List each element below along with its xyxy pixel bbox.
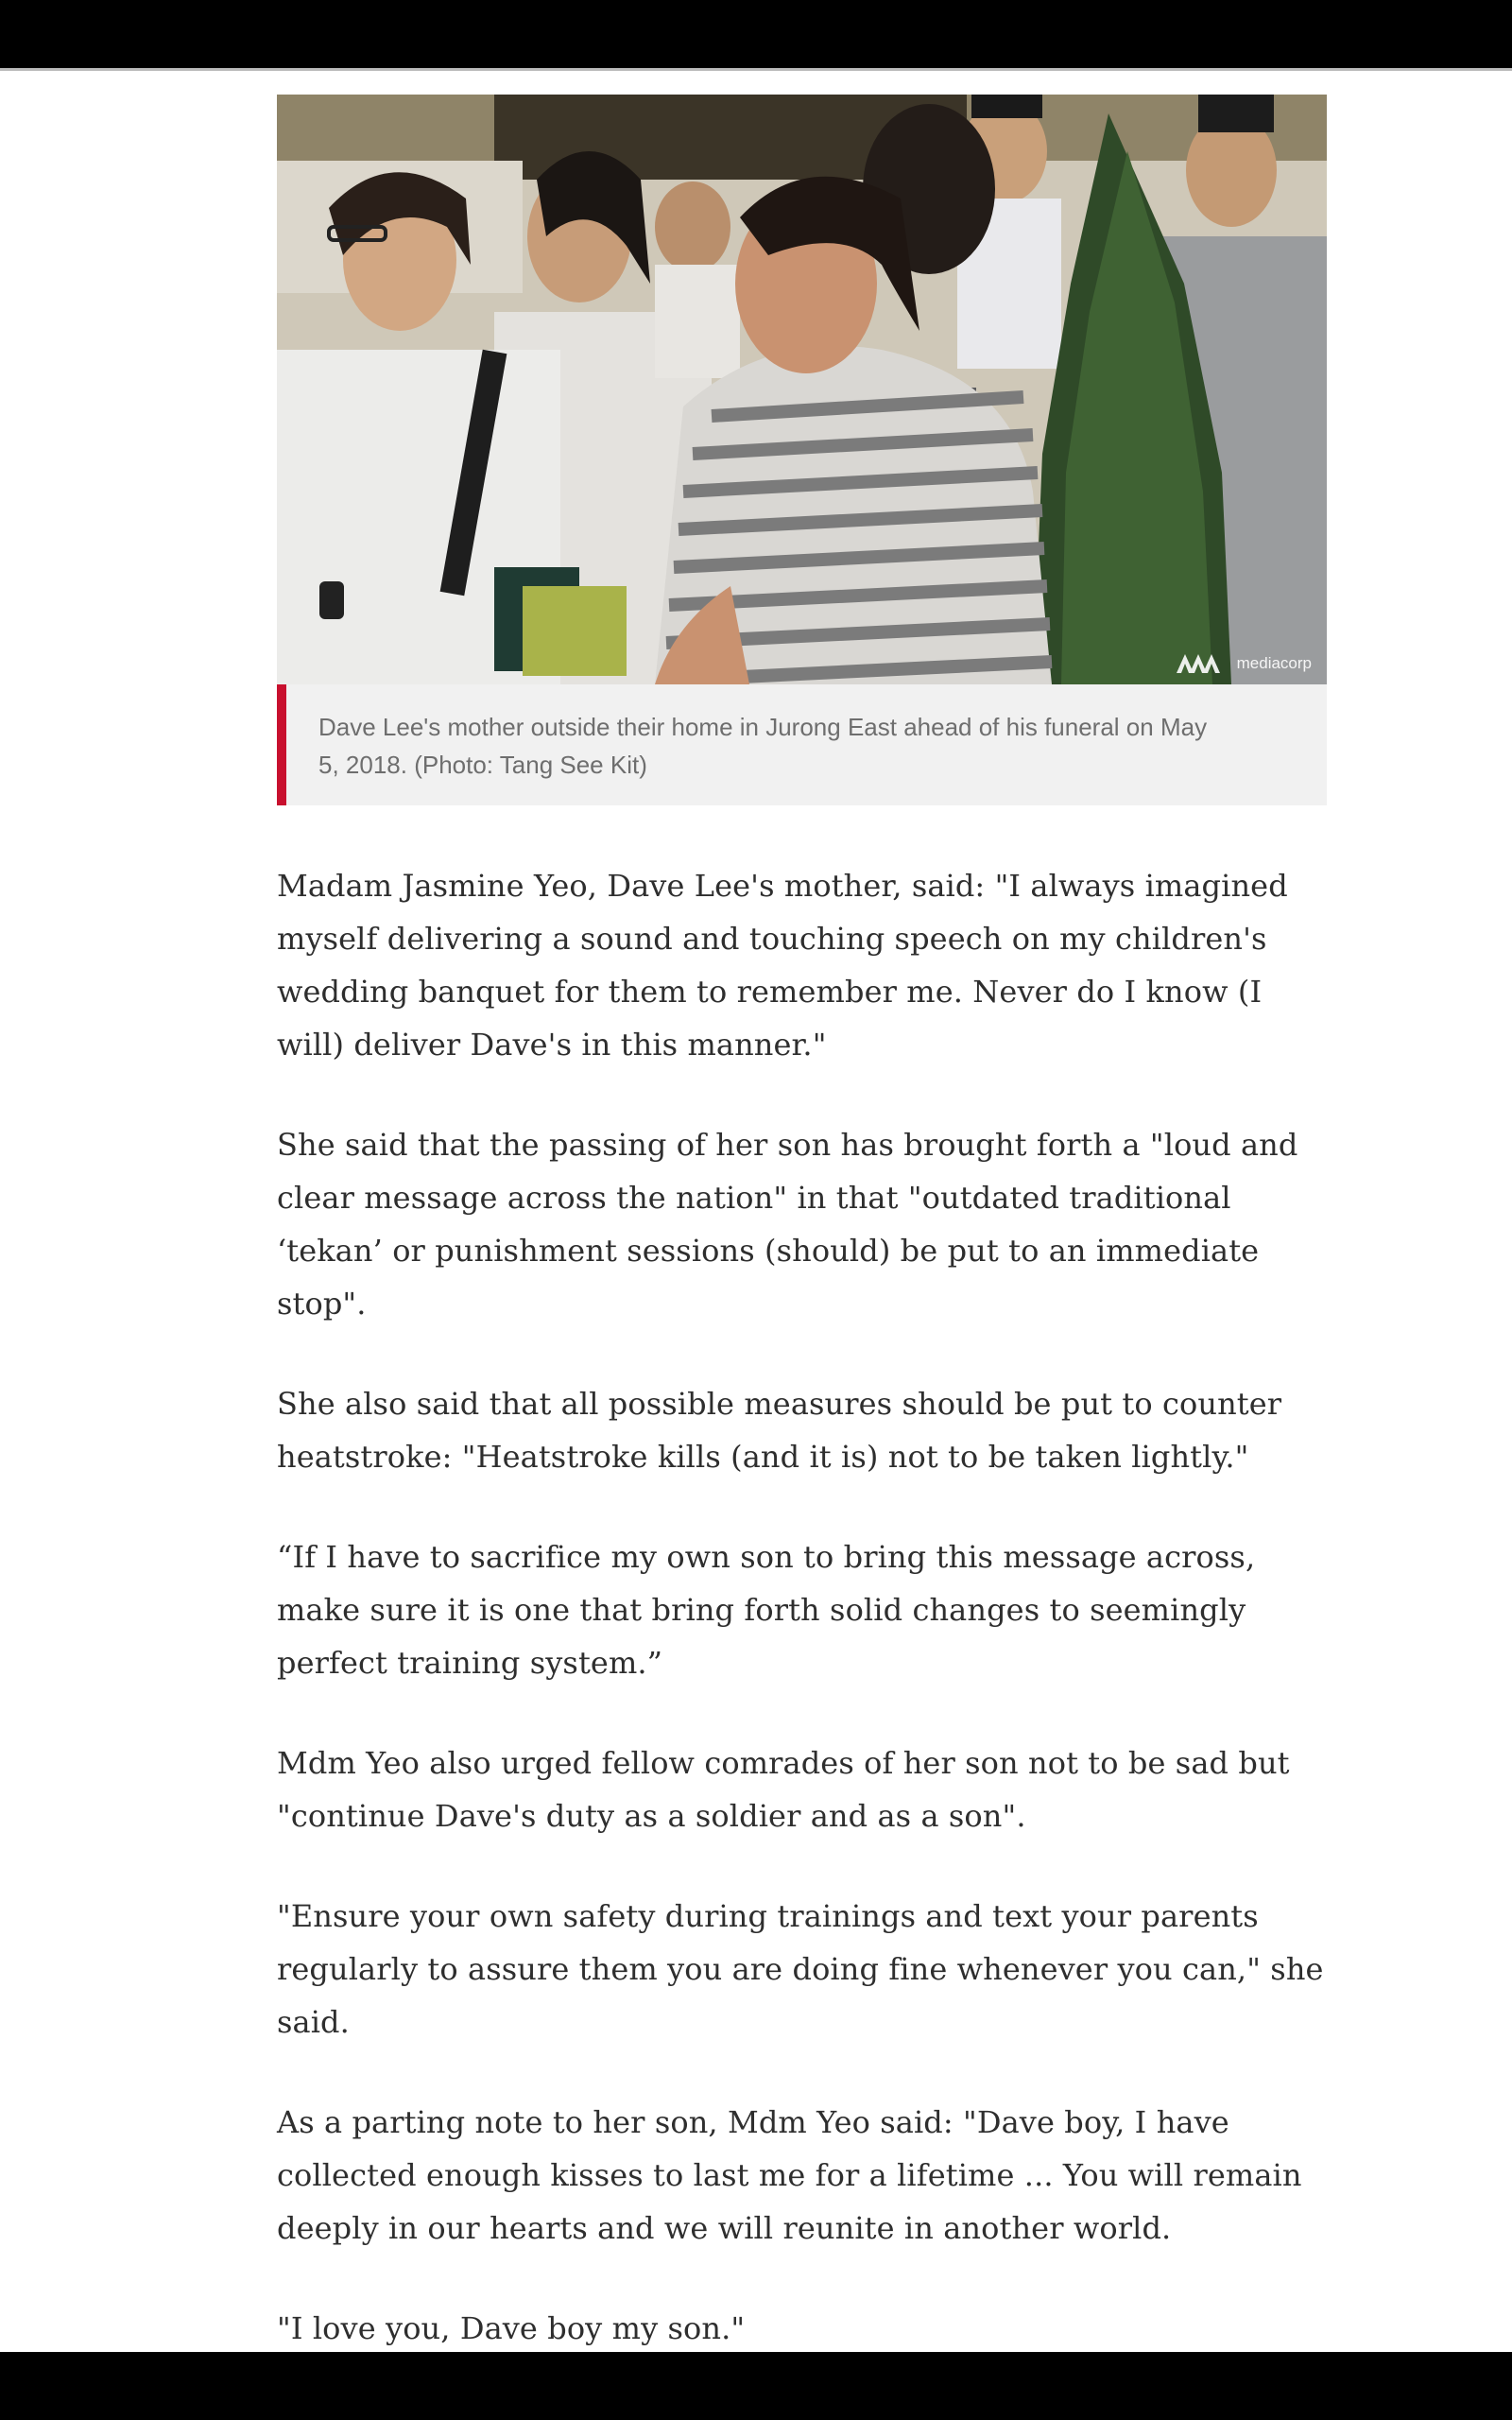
top-bar	[0, 0, 1512, 71]
paragraph: Mdm Yeo also urged fellow comrades of her son not to be sad but "continue Dave's duty as a soldier and as a son".	[277, 1745, 1290, 1834]
paragraph: She also said that all possible measures should be put to counter heatstroke: "Heatstroke kills (and it is) not to be taken lightly."	[277, 1386, 1282, 1475]
watermark	[1177, 654, 1312, 673]
photo-caption: Dave Lee's mother outside their home in Jurong East ahead of his funeral on May 5, 2018. (Photo: Tang See Kit)	[277, 684, 1327, 805]
paragraph: She said that the passing of her son has brought forth a "loud and clear message across the nation" in that "outdated traditional ‘tekan’ or punishment sessions (should) be put to an immediate stop".	[277, 1127, 1298, 1322]
paragraph: "I love you, Dave boy my son."	[277, 2310, 746, 2346]
paragraph: "Ensure your own safety during trainings and text your parents regularly to assure them you are doing fine whenever you can," she said.	[277, 1898, 1324, 2040]
bottom-bar	[0, 2352, 1512, 2420]
article	[277, 95, 1327, 2402]
paragraph: As a parting note to her son, Mdm Yeo said: "Dave boy, I have collected enough kisses to last me for a lifetime ... You will remain deeply in our hearts and we will reunite in another world.	[277, 2104, 1302, 2246]
article-photo	[277, 95, 1327, 684]
mediacorp-logo-icon	[1177, 654, 1231, 673]
article-body	[277, 859, 1327, 2355]
photo-illustration	[277, 95, 1327, 684]
paragraph: “If I have to sacrifice my own son to bring this message across, make sure it is one that bring forth solid changes to seemingly perfect training system.”	[277, 1539, 1256, 1681]
watermark-text: mediacorp	[1236, 654, 1312, 672]
paragraph: Madam Jasmine Yeo, Dave Lee's mother, said: "I always imagined myself delivering a sound and touching speech on my children's wedding banquet for them to remember me. Never do I know (I will) deliver Dave's in this manner."	[277, 868, 1288, 1063]
